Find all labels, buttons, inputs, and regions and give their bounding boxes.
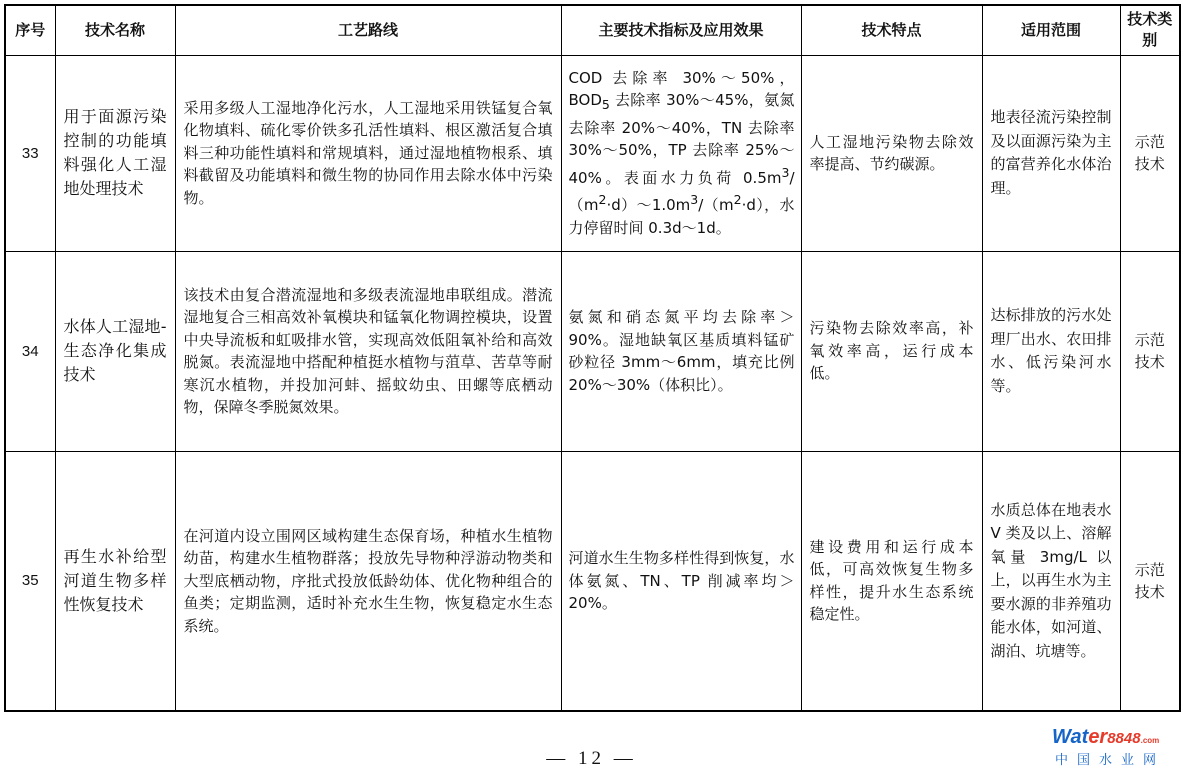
cell-tech-name: 水体人工湿地-生态净化集成技术 [55, 251, 175, 451]
header-category: 技术类别 [1120, 5, 1180, 55]
page-number: — 12 — [546, 748, 637, 769]
cell-process-route: 采用多级人工湿地净化污水，人工湿地采用铁锰复合氧化物填料、硫化零价铁多孔活性填料、根区激活复合填料三种功能性填料和常规填料，通过湿地植物根系、填料截留及功能填料和微生物的协同作用去除水体中污染物。 [175, 55, 561, 251]
cell-process-route: 该技术由复合潜流湿地和多级表流湿地串联组成。潜流湿地复合三相高效补氧模块和锰氧化物调控模块，设置中央导流板和虹吸排水管，实现高效低阻氧补给和高效脱氮。表流湿地中搭配种植挺水植物与菹草、苦草等耐寒沉水植物，并投加河蚌、摇蚊幼虫、田螺等底栖动物，保障冬季脱氮效果。 [175, 251, 561, 451]
cell-category: 示范技术 [1120, 251, 1180, 451]
cell-category: 示范技术 [1120, 55, 1180, 251]
cell-tech-name: 用于面源污染控制的功能填料强化人工湿地处理技术 [55, 55, 175, 251]
technology-table [4, 4, 1181, 712]
cell-seq: 33 [5, 55, 55, 251]
header-name: 技术名称 [55, 5, 175, 55]
header-scope: 适用范围 [982, 5, 1120, 55]
table-header-row [5, 5, 1180, 55]
cell-metrics: 河道水生生物多样性得到恢复，水体氨氮、TN、TP 削减率均＞20%。 [561, 451, 801, 711]
cell-category: 示范技术 [1120, 451, 1180, 711]
header-features: 技术特点 [801, 5, 982, 55]
cell-seq: 35 [5, 451, 55, 711]
cell-seq: 34 [5, 251, 55, 451]
cell-scope: 地表径流污染控制及以面源污染为主的富营养化水体治理。 [982, 55, 1120, 251]
cell-features: 人工湿地污染物去除效率提高、节约碳源。 [801, 55, 982, 251]
logo-chinese-name: 中国水业网 [1055, 753, 1166, 768]
table-row [5, 451, 1180, 711]
header-seq: 序号 [5, 5, 55, 55]
header-metrics: 主要技术指标及应用效果 [561, 5, 801, 55]
cell-features: 建设费用和运行成本低，可高效恢复生物多样性，提升水生态系统稳定性。 [801, 451, 982, 711]
cell-scope: 水质总体在地表水 V 类及以上、溶解氧量 3mg/L 以上，以再生水为主要水源的非养殖功能水体，如河道、湖泊、坑塘等。 [982, 451, 1120, 711]
cell-scope: 达标排放的污水处理厂出水、农田排水、低污染河水等。 [982, 251, 1120, 451]
header-route: 工艺路线 [175, 5, 561, 55]
table-row [5, 251, 1180, 451]
cell-metrics: COD 去除率 30%～50%，$BOD_5$ 去除率 30%～45%，氨氮去除率 20%～40%，TN 去除率 30%～50%，TP 去除率 25%～40%。表面水力负荷 $0.5m^3/(m^2\cdot d)\sim 1.0m^3/(m^2\cdot d)$，水力停留时间 0.3d～1d。 [561, 55, 801, 251]
cell-tech-name: 再生水补给型河道生物多样性恢复技术 [55, 451, 175, 711]
table-row [5, 55, 1180, 251]
watermark-logo [1052, 726, 1178, 772]
cell-process-route: 在河道内设立围网区域构建生态保育场，种植水生植物幼苗，构建水生植物群落；投放先导物种浮游动物类和大型底栖动物，序批式投放低龄幼体、优化物种组合的鱼类；定期监测，适时补充水生生物，恢复稳定水生态系统。 [175, 451, 561, 711]
cell-metrics: 氨氮和硝态氮平均去除率＞90%。湿地缺氧区基质填料锰矿砂粒径 3mm～6mm，填充比例 20%～30%（体积比）。 [561, 251, 801, 451]
cell-features: 污染物去除效率高，补氧效率高，运行成本低。 [801, 251, 982, 451]
logo-wordmark: Water8848.com [1052, 726, 1160, 748]
